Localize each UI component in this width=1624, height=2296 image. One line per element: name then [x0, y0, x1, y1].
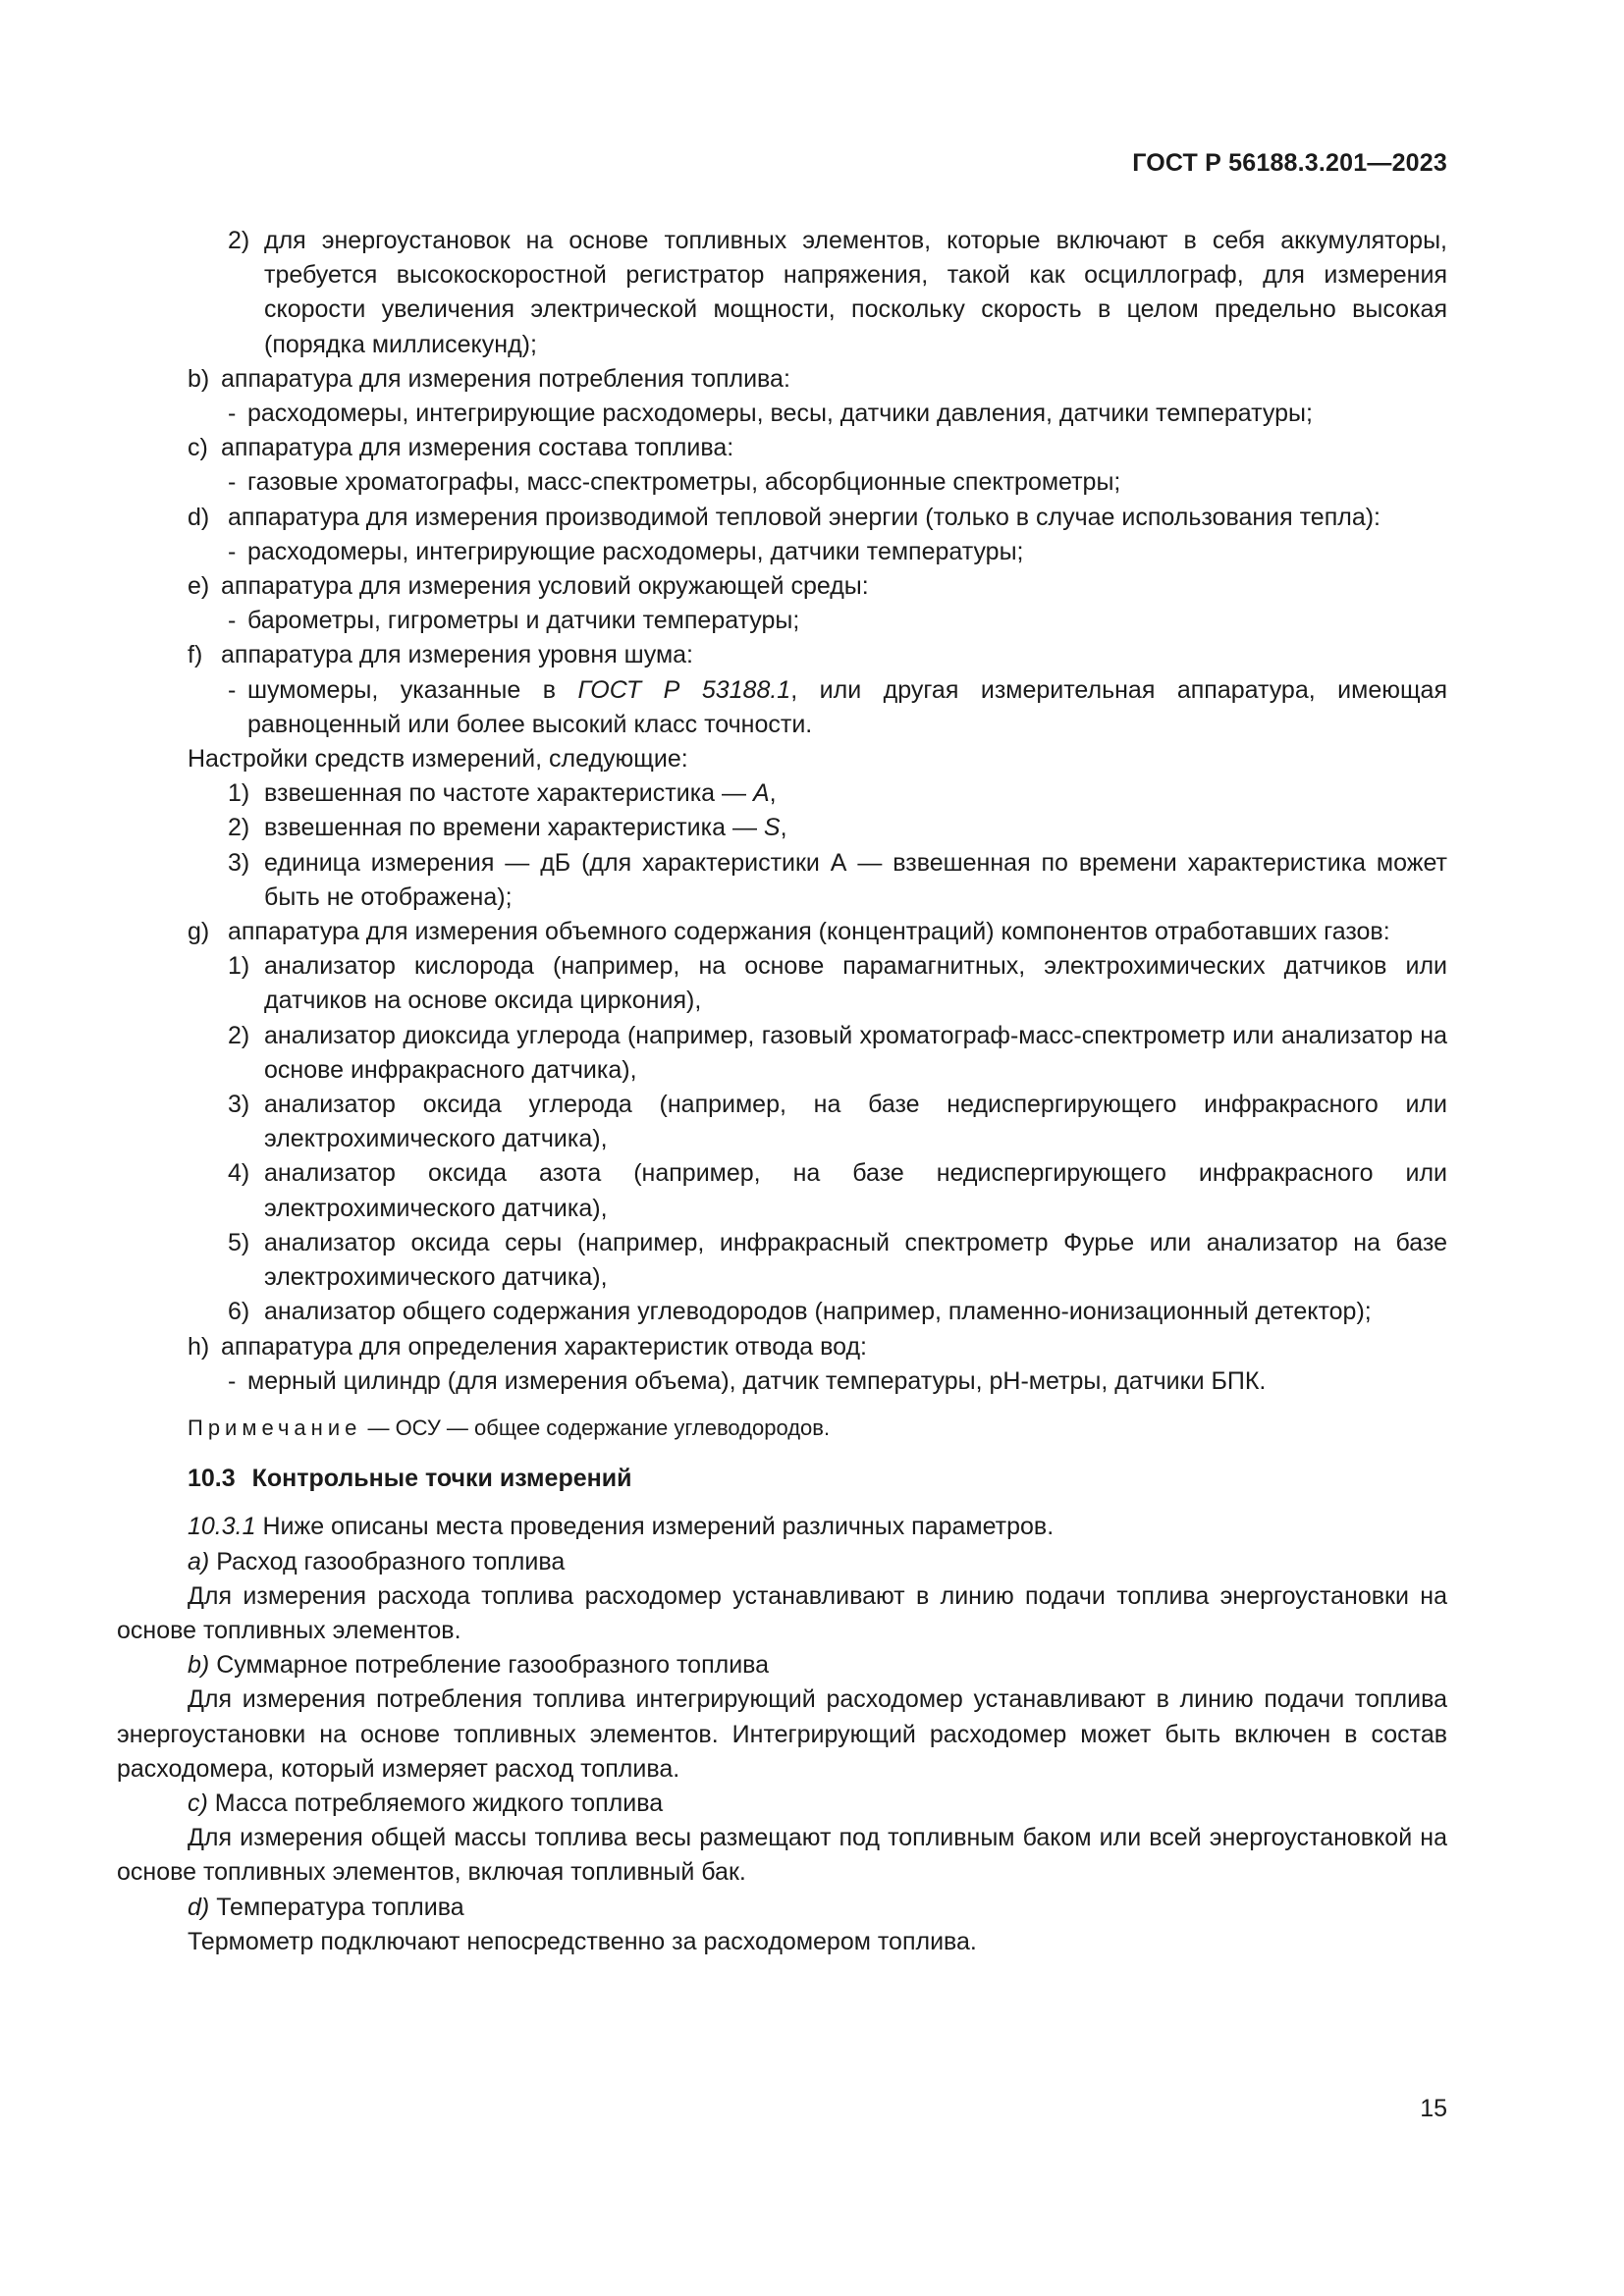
page-number: 15 [1420, 2095, 1447, 2122]
analyzer-item [117, 1295, 1447, 1329]
list-item-c [117, 431, 1447, 465]
clause-text: Ниже описаны места проведения измерений различных параметров. [255, 1513, 1055, 1541]
point-title [117, 1787, 1447, 1821]
point-title-text: Температура топлива [216, 1893, 464, 1921]
point-body: Для измерения потребления топлива интегрирующий расходомер устанавливают в линию подачи топлива энергоустановки на основе топливных элементов. Интегрирующий расходомер может быть включен в состав расходомера, который измеряет расход топлива. [117, 1685, 1447, 1783]
note [117, 1411, 1447, 1445]
point-title-text: Суммарное потребление газообразного топлива [216, 1651, 770, 1680]
list-item-text: аппаратура для определения характеристик отвода вод: [221, 1332, 867, 1361]
point-marker: c) [188, 1789, 208, 1817]
dash-item-text-post: , или другая измерительная аппаратура, имеющая равноценный или более высокий класс точности. [247, 675, 1447, 738]
analyzer-item [117, 1226, 1447, 1295]
dash-item [117, 535, 1447, 569]
dash-marker: - [228, 607, 237, 635]
note-text: — ОСУ — общее содержание углеводородов. [361, 1415, 831, 1440]
list-item-h [117, 1330, 1447, 1364]
point-title-text: Масса потребляемого жидкого топлива [214, 1789, 664, 1817]
point-body: Термометр подключают непосредственно за расходомером топлива. [188, 1927, 977, 1955]
section-title: Контрольные точки измерений [251, 1465, 632, 1493]
list-item [117, 224, 1447, 362]
point-title [117, 1545, 1447, 1579]
list-marker: b) [188, 364, 210, 393]
analyzer-text: анализатор оксида азота (например, на базе недиспергирующего инфракрасного или электрохимического датчика), [264, 1159, 1447, 1222]
dash-item-text: расходомеры, интегрирующие расходомеры, датчики температуры; [247, 537, 1024, 565]
dash-item [117, 465, 1447, 500]
point-body: Для измерения расхода топлива расходомер устанавливают в линию подачи топлива энергоустановки на основе топливных элементов. [117, 1581, 1447, 1644]
analyzer-text: анализатор диоксида углерода (например, газовый хроматограф-масс-спектрометр или анализатор на основе инфракрасного датчика), [264, 1021, 1447, 1084]
dash-item [117, 673, 1447, 742]
point-marker: b) [188, 1651, 210, 1680]
list-marker: f) [188, 641, 203, 669]
list-marker: 5) [228, 1228, 250, 1256]
settings-symbol: S [763, 814, 781, 842]
list-marker: e) [188, 572, 210, 601]
list-marker: 6) [228, 1298, 250, 1326]
settings-text: единица измерения — дБ (для характеристики А — взвешенная по времени характеристика может быть не отображена); [264, 848, 1447, 911]
list-marker: d) [188, 503, 210, 531]
list-item-text: аппаратура для измерения потребления топлива: [221, 364, 790, 393]
dash-item-text: барометры, гигрометры и датчики температуры; [247, 607, 800, 635]
settings-text: взвешенная по частоте характеристика — [264, 779, 753, 808]
list-item-d [117, 501, 1447, 535]
dash-item-text: газовые хроматографы, масс-спектрометры, абсорбционные спектрометры; [247, 468, 1121, 497]
list-marker: 3) [228, 848, 250, 877]
list-item-text: аппаратура для измерения уровня шума: [221, 641, 693, 669]
dash-item [117, 604, 1447, 638]
dash-marker: - [228, 400, 237, 428]
settings-item [117, 811, 1447, 845]
note-label: Примечание [188, 1415, 362, 1440]
analyzer-text: анализатор оксида серы (например, инфракрасный спектрометр Фурье или анализатор на базе электрохимического датчика), [264, 1228, 1447, 1292]
clause [117, 1510, 1447, 1544]
settings-item [117, 776, 1447, 811]
list-item-text: для энергоустановок на основе топливных элементов, которые включают в себя аккумуляторы, требуется высокоскоростной регистратор напряжения, такой как осциллограф, для измерения скорости увеличения электрической мощности, поскольку скорость в целом предельно высокая (порядка миллисекунд); [264, 227, 1447, 358]
dash-marker: - [228, 537, 237, 565]
dash-item [117, 397, 1447, 431]
dash-item-text: мерный цилиндр (для измерения объема), датчик температуры, pH-метры, датчики БПК. [247, 1366, 1267, 1395]
list-marker: 1) [228, 952, 250, 981]
settings-symbol: A [752, 779, 770, 808]
section-number: 10.3 [188, 1465, 236, 1493]
point-title [117, 1648, 1447, 1682]
point-marker: d) [188, 1893, 210, 1921]
list-marker: 2) [228, 227, 250, 254]
list-marker: 3) [228, 1091, 250, 1119]
list-item-b [117, 362, 1447, 397]
point-title-text: Расход газообразного топлива [216, 1547, 566, 1575]
analyzer-text: анализатор общего содержания углеводородов (например, пламенно-ионизационный детектор); [264, 1298, 1372, 1326]
clause-number: 10.3.1 [188, 1513, 256, 1541]
settings-punct: , [769, 779, 777, 808]
settings-item [117, 846, 1447, 915]
list-marker: 4) [228, 1159, 250, 1188]
point-title [117, 1891, 1447, 1925]
dash-marker: - [228, 468, 237, 497]
dash-marker: - [228, 1366, 237, 1395]
list-marker: 2) [228, 814, 250, 842]
list-marker: 2) [228, 1021, 250, 1049]
list-marker: 1) [228, 779, 250, 808]
analyzer-text: анализатор кислорода (например, на основе парамагнитных, электрохимических датчиков или датчиков на основе оксида циркония), [264, 952, 1447, 1015]
standard-reference: ГОСТ Р 53188.1 [577, 675, 791, 704]
list-item-e [117, 569, 1447, 604]
dash-item-text: расходомеры, интегрирующие расходомеры, весы, датчики давления, датчики температуры; [247, 400, 1313, 428]
settings-punct: , [780, 814, 787, 842]
settings-text: взвешенная по времени характеристика — [264, 814, 764, 842]
analyzer-item [117, 1019, 1447, 1088]
list-item-text: аппаратура для измерения производимой тепловой энергии (только в случае использования тепла): [227, 503, 1380, 531]
point-marker: a) [188, 1547, 210, 1575]
analyzer-item [117, 1156, 1447, 1225]
analyzer-item [117, 949, 1447, 1018]
list-item-g [117, 915, 1447, 949]
dash-item-text-pre: шумомеры, указанные в [247, 675, 578, 704]
list-item-text: аппаратура для измерения состава топлива: [221, 434, 734, 462]
analyzer-text: анализатор оксида углерода (например, на базе недиспергирующего инфракрасного или электрохимического датчика), [264, 1091, 1447, 1153]
document-header: ГОСТ Р 56188.3.201—2023 [1132, 149, 1447, 177]
page-content [117, 224, 1447, 1959]
list-marker: g) [188, 918, 210, 946]
list-marker: c) [188, 434, 208, 462]
section-heading [117, 1462, 1447, 1496]
point-body: Для измерения общей массы топлива весы размещают под топливным баком или всей энергоустановкой на основе топливных элементов, включая топливный бак. [117, 1824, 1447, 1887]
list-marker: h) [188, 1332, 210, 1361]
dash-marker: - [228, 675, 237, 704]
list-item-text: аппаратура для измерения объемного содержания (концентраций) компонентов отработавших газов: [227, 918, 1390, 946]
analyzer-item [117, 1088, 1447, 1156]
list-item-f [117, 638, 1447, 672]
settings-intro: Настройки средств измерений, следующие: [188, 745, 688, 774]
list-item-text: аппаратура для измерения условий окружающей среды: [221, 572, 869, 601]
dash-item [117, 1364, 1447, 1399]
